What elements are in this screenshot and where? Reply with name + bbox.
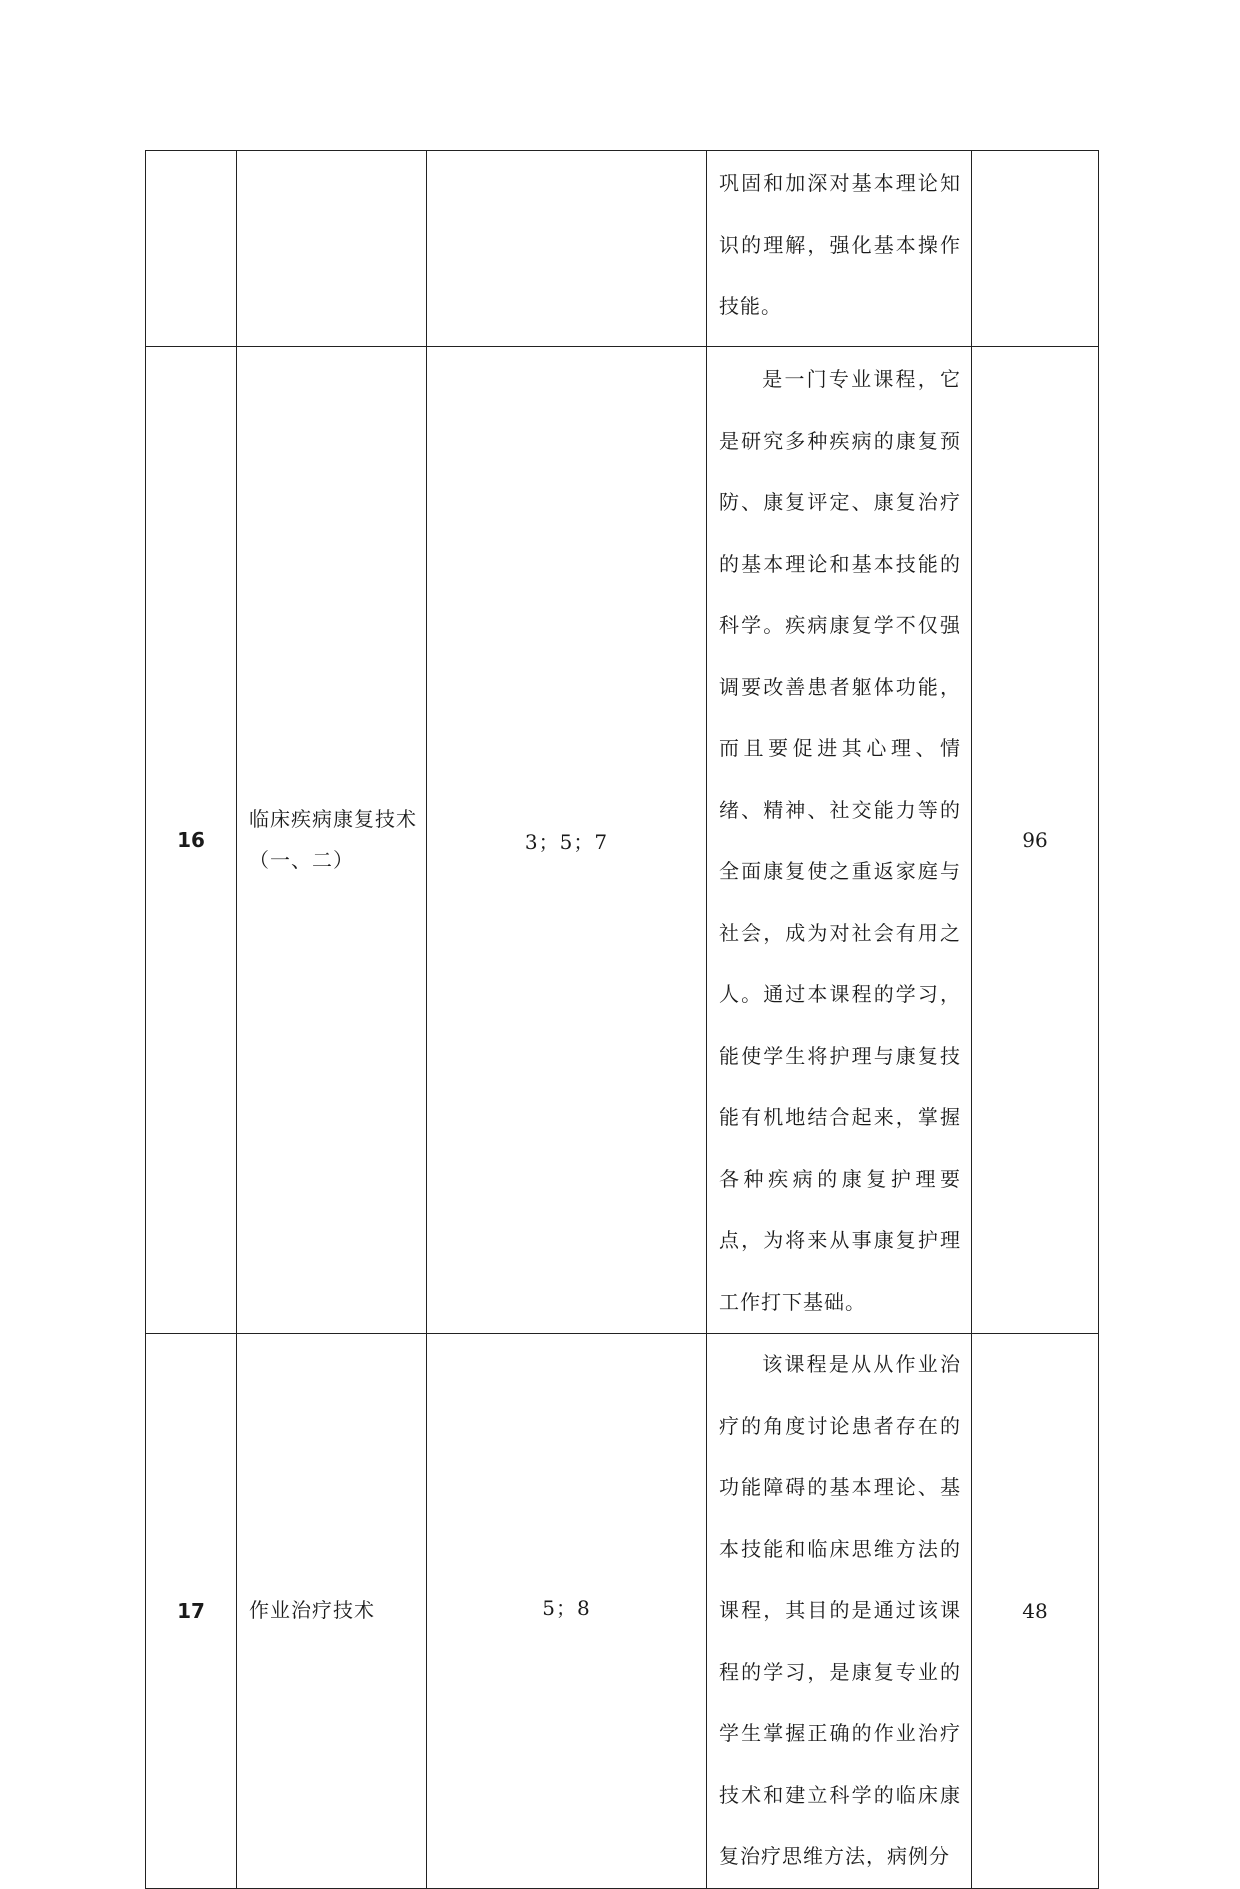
course-name: 临床疾病康复技术（一、二） [237, 347, 427, 1334]
course-description [707, 1334, 972, 1889]
course-name [237, 151, 427, 347]
table-row [146, 151, 1099, 347]
course-hours: 48 [972, 1334, 1099, 1889]
course-number: 16 [146, 347, 237, 1334]
course-semesters: 5；8 [427, 1334, 707, 1889]
table-row [146, 347, 1099, 1334]
course-name: 作业治疗技术 [237, 1334, 427, 1889]
course-description-text: 是一门专业课程，它是研究多种疾病的康复预防、康复评定、康复治疗的基本理论和基本技能的科学。疾病康复学不仅强调要改善患者躯体功能，而且要促进其心理、情绪、精神、社交能力等的全面康复使之重返家庭与社会，成为对社会有用之人。通过本课程的学习，能使学生将护理与康复技能有机地结合起来，掌握各种疾病的康复护理要点，为将来从事康复护理工作打下基础。 [719, 367, 961, 1314]
course-table [145, 150, 1099, 1889]
course-semesters [427, 151, 707, 347]
course-description [707, 347, 972, 1334]
course-hours [972, 151, 1099, 347]
table-row [146, 1334, 1099, 1889]
course-hours: 96 [972, 347, 1099, 1334]
course-semesters: 3；5；7 [427, 347, 707, 1334]
course-number [146, 151, 237, 347]
course-number: 17 [146, 1334, 237, 1889]
course-description-text: 巩固和加深对基本理论知识的理解，强化基本操作技能。 [719, 171, 961, 318]
course-description-text: 该课程是从从作业治疗的角度讨论患者存在的功能障碍的基本理论、基本技能和临床思维方法的课程，其目的是通过该课程的学习，是康复专业的学生掌握正确的作业治疗技术和建立科学的临床康复治疗思维方法，病例分 [719, 1352, 961, 1868]
course-description [707, 151, 972, 347]
